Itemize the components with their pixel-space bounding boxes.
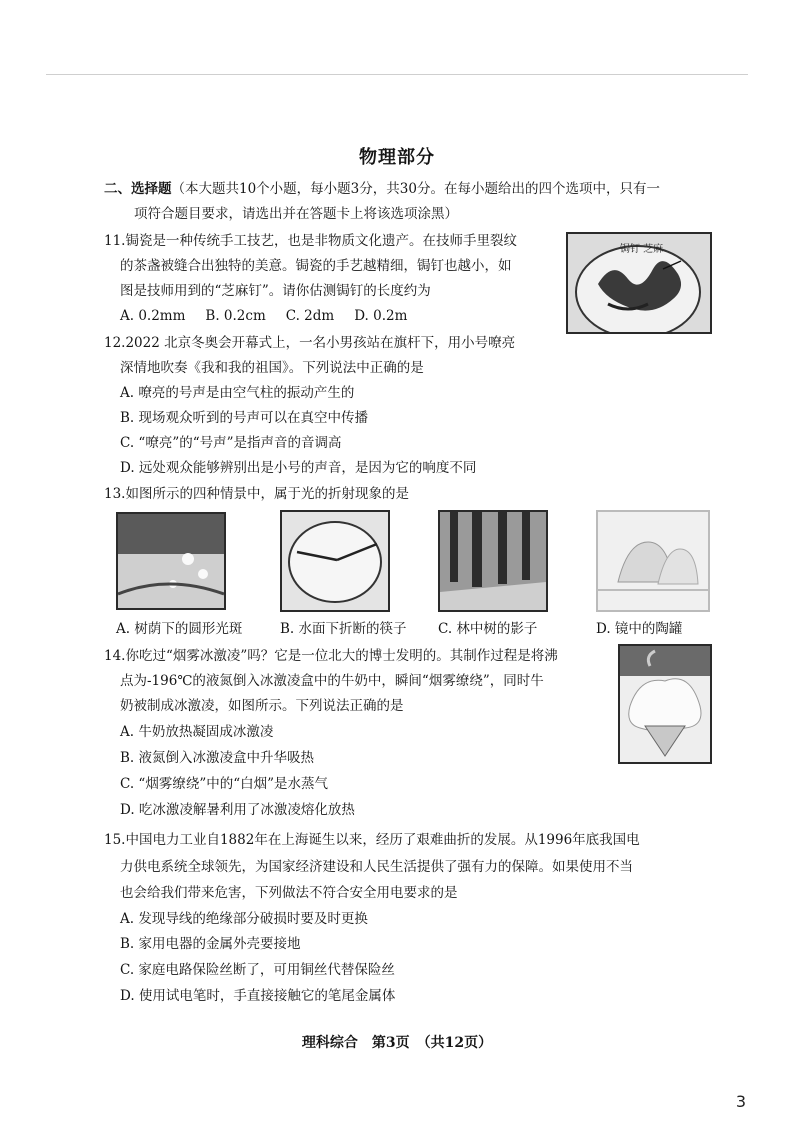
- section-heading: 二、选择题: [104, 181, 172, 197]
- q14-option-c: C. “烟雾缭绕”中的“白烟”是水蒸气: [120, 776, 329, 792]
- q13-caption-d: D. 镜中的陶罐: [596, 621, 683, 637]
- top-rule: [46, 74, 748, 75]
- q14-line2: 点为-196℃的液氮倒入冰激凌盒中的牛奶中，瞬间“烟雾缭绕”，同时牛: [120, 673, 544, 689]
- q12-option-a: A. 嘹亮的号声是由空气柱的振动产生的: [120, 385, 355, 401]
- q15-line2: 力供电系统全球领先，为国家经济建设和人民生活提供了强有力的保障。如果使用不当: [120, 859, 633, 875]
- q12-option-d: D. 远处观众能够辨别出是小号的声音，是因为它的响度不同: [120, 460, 477, 476]
- section-intro: [104, 180, 660, 198]
- smoke-icecream-image: [620, 646, 710, 762]
- forest-shadow-image: [440, 512, 546, 610]
- chopsticks-water-image: [282, 512, 388, 610]
- tree-shade-image: [118, 514, 224, 608]
- q13-caption-b: B. 水面下折断的筷子: [280, 621, 407, 637]
- q14-option-b: B. 液氮倒入冰激凌盒中升华吸热: [120, 750, 315, 766]
- q13-photo-d: [596, 510, 710, 612]
- q14-line3: 奶被制成冰激凌，如图所示。下列说法正确的是: [120, 698, 404, 714]
- q15-option-b: B. 家用电器的金属外壳要接地: [120, 936, 301, 952]
- q14-option-d: D. 吃冰激凌解暑利用了冰激凌熔化放热: [120, 802, 355, 818]
- q11-option-d: D. 0.2m: [354, 308, 408, 324]
- q12-option-b: B. 现场观众听到的号声可以在真空中传播: [120, 410, 369, 426]
- q15-line1: 15.中国电力工业自1882年在上海诞生以来，经历了艰难曲折的发展。从1996年底我国电: [104, 832, 640, 848]
- q11-line1: 11.锔瓷是一种传统手工技艺，也是非物质文化遗产。在技师手里裂纹: [104, 233, 517, 249]
- q13-caption-c: C. 林中树的影子: [438, 621, 538, 637]
- mirror-jar-image: [598, 512, 708, 610]
- q11-option-c: C. 2dm: [285, 308, 335, 324]
- q11-option-a: A. 0.2mm: [120, 308, 186, 324]
- q14-line1: 14.你吃过“烟雾冰激凌”吗？它是一位北大的博士发明的。其制作过程是将沸: [104, 648, 558, 664]
- q15-option-a: A. 发现导线的绝缘部分破损时要及时更换: [120, 911, 368, 927]
- q11-options: [120, 307, 540, 325]
- page-footer: 理科综合 第3页 （共12页）: [301, 1035, 493, 1051]
- page-title: 物理部分: [359, 147, 435, 168]
- q11-image-label: 锔钉 芝麻: [620, 244, 664, 255]
- q12-line1: 12.2022 北京冬奥会开幕式上，一名小男孩站在旗杆下，用小号嘹亮: [104, 335, 516, 351]
- q15-option-d: D. 使用试电笔时，手直接接触它的笔尾金属体: [120, 988, 396, 1004]
- q13-photo-c: [438, 510, 548, 612]
- q14-option-a: A. 牛奶放热凝固成冰激凌: [120, 724, 274, 740]
- page-number: 3: [735, 1092, 746, 1111]
- q12-option-c: C. “嘹亮”的“号声”是指声音的音调高: [120, 435, 342, 451]
- q12-line2: 深情地吹奏《我和我的祖国》。下列说法中正确的是: [120, 360, 424, 376]
- q13-photo-b: [280, 510, 390, 612]
- q13-line1: 13.如图所示的四种情景中，属于光的折射现象的是: [104, 486, 409, 502]
- q15-line3: 也会给我们带来危害，下列做法不符合安全用电要求的是: [120, 885, 458, 901]
- q11-line3: 图是技师用到的“芝麻钉”。请你估测锔钉的长度约为: [120, 283, 431, 299]
- q13-caption-a: A. 树荫下的圆形光斑: [116, 621, 243, 637]
- q11-option-b: B. 0.2cm: [205, 308, 266, 324]
- section-line2: 项符合题目要求，请选出并在答题卡上将该选项涂黑）: [134, 206, 458, 222]
- section-line1: （本大题共10个小题，每小题3分，共30分。在每小题给出的四个选项中，只有一: [171, 181, 660, 197]
- q11-line2: 的茶盏被缝合出独特的美意。锔瓷的手艺越精细，锔钉也越小，如: [120, 258, 512, 274]
- q15-option-c: C. 家庭电路保险丝断了，可用铜丝代替保险丝: [120, 962, 395, 978]
- q14-icecream-photo: [618, 644, 712, 764]
- q13-photo-a: [116, 512, 226, 610]
